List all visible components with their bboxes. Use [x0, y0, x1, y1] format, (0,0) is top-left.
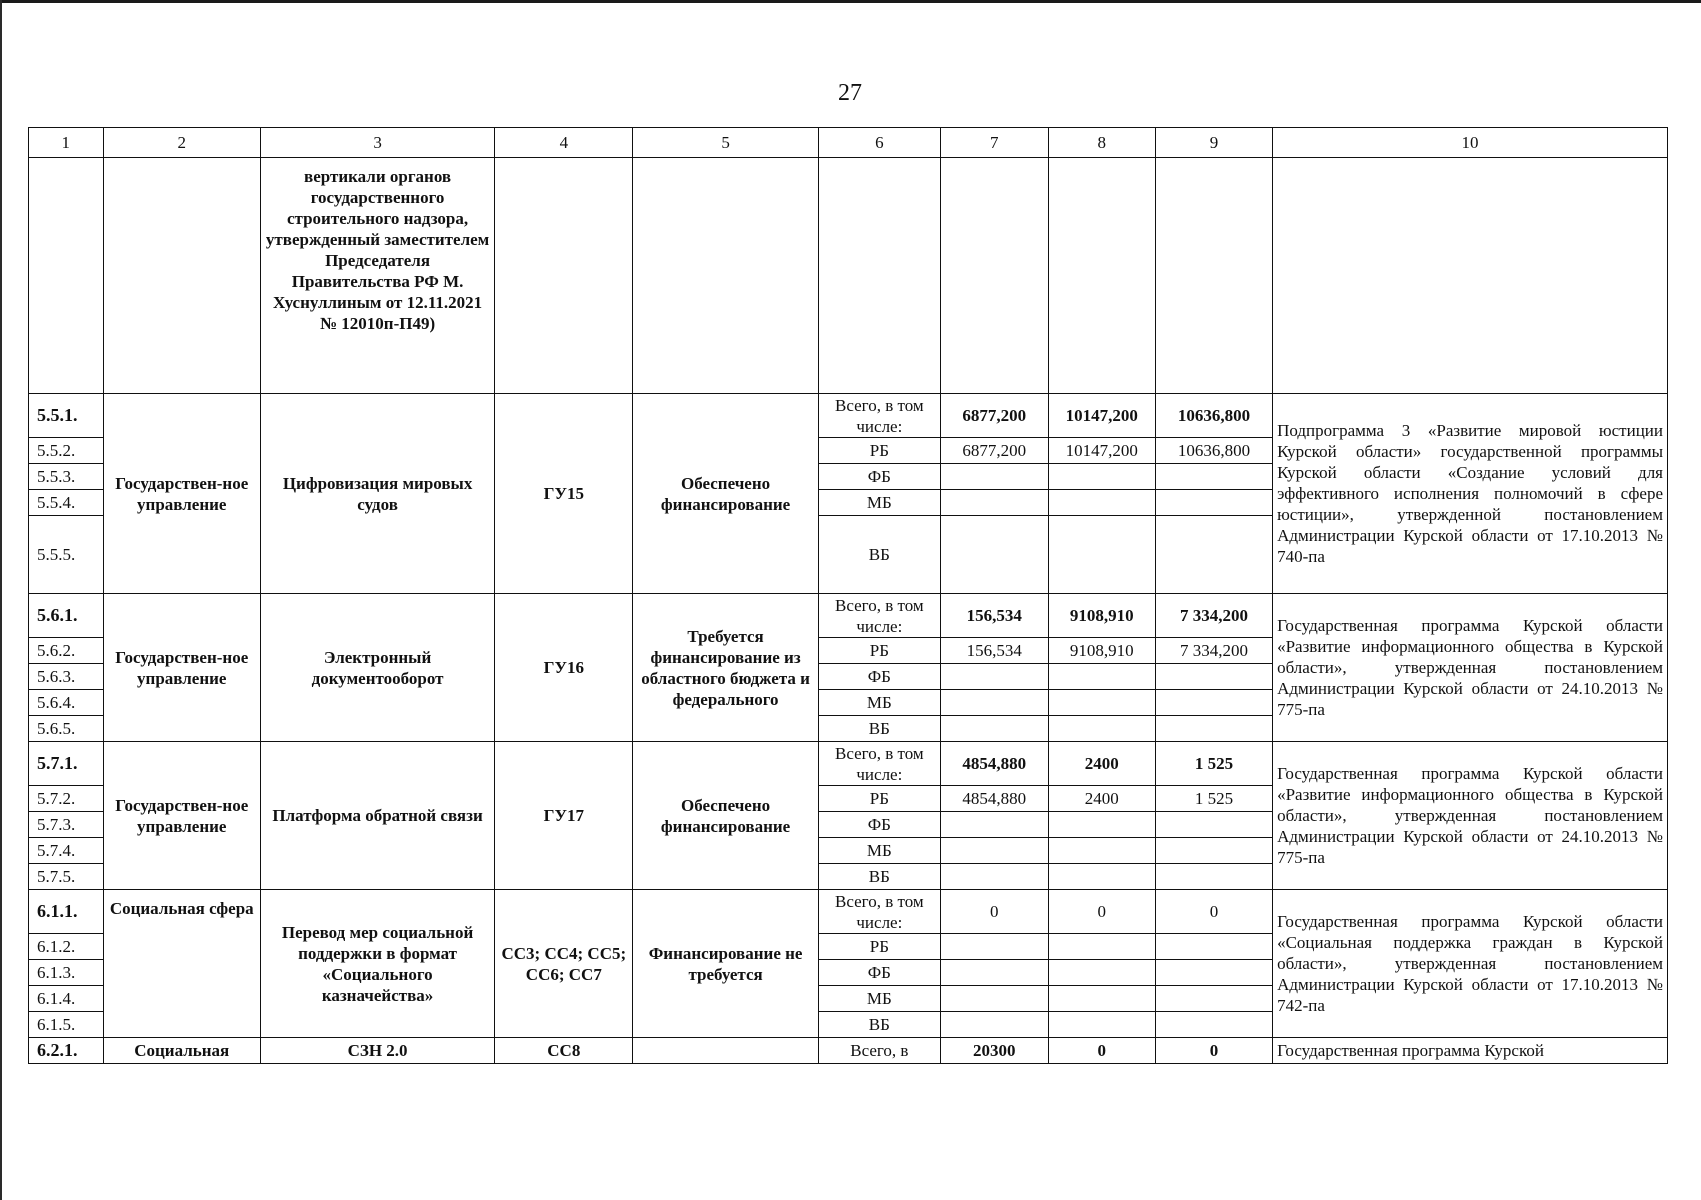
source-total-label: Всего, в том числе: — [818, 594, 940, 638]
row-number: 5.7.5. — [29, 864, 104, 890]
mb-col9 — [1156, 838, 1273, 864]
program-description: Подпрограмма 3 «Развитие мировой юстиции Курской области» государственной программы Курской области «Создание условий для эффективного исполнения полномочий в сфере юстиции», утвержденной постановлением Администрации Курской области от 17.10.2013 № 740-па — [1273, 394, 1668, 594]
mb-col7 — [941, 838, 1048, 864]
rb-col9: 7 334,200 — [1156, 638, 1273, 664]
row-number: 5.6.2. — [29, 638, 104, 664]
mb-col8 — [1048, 838, 1155, 864]
vb-col8 — [1048, 516, 1155, 594]
total-col7: 0 — [941, 890, 1048, 934]
event-name: Платформа обратной связи — [261, 742, 495, 890]
program-description: Государственная программа Курской области «Социальная поддержка граждан в Курской области», утвержденная постановлением Администрации Курской области от 17.10.2013 № 742-па — [1273, 890, 1668, 1038]
sphere-cell: Государствен-ное управление — [103, 742, 261, 890]
total-col8: 0 — [1048, 1038, 1155, 1064]
header-col-4: 4 — [495, 128, 633, 158]
budget-table — [28, 127, 1668, 1064]
event-code: ГУ15 — [495, 394, 633, 594]
source-vb-label: ВБ — [818, 516, 940, 594]
source-mb-label: МБ — [818, 690, 940, 716]
vb-col7 — [941, 1012, 1048, 1038]
total-col8: 0 — [1048, 890, 1155, 934]
source-fb-label: ФБ — [818, 812, 940, 838]
cont-cell-5 — [633, 158, 818, 394]
mb-col9 — [1156, 690, 1273, 716]
cont-event-name: вертикали органов государственного строительного надзора, утвержденный заместителем Председателя Правительства РФ М. Хуснуллиным от 12.11.2021 № 12010п-П49) — [261, 158, 495, 394]
row-number: 5.7.1. — [29, 742, 104, 786]
fb-col7 — [941, 464, 1048, 490]
source-rb-label: РБ — [818, 638, 940, 664]
rb-col8 — [1048, 934, 1155, 960]
rb-col7: 6877,200 — [941, 438, 1048, 464]
table-row — [29, 742, 1668, 786]
vb-col7 — [941, 864, 1048, 890]
fb-col8 — [1048, 960, 1155, 986]
vb-col8 — [1048, 1012, 1155, 1038]
source-mb-label: МБ — [818, 490, 940, 516]
header-col-1: 1 — [29, 128, 104, 158]
vb-col7 — [941, 516, 1048, 594]
scan-top-edge — [0, 0, 1701, 3]
fb-col8 — [1048, 464, 1155, 490]
financing-status: Обеспечено финансирование — [633, 394, 818, 594]
rb-col9 — [1156, 934, 1273, 960]
total-col9: 0 — [1156, 1038, 1273, 1064]
sphere-cell: Государствен-ное управление — [103, 394, 261, 594]
sphere-cell: Социальная — [103, 1038, 261, 1064]
fb-col9 — [1156, 960, 1273, 986]
financing-status: Финансирование не требуется — [633, 890, 818, 1038]
sphere-cell: Социальная сфера — [103, 890, 261, 1038]
financing-status: Требуется финансирование из областного бюджета и федерального — [633, 594, 818, 742]
total-col8: 2400 — [1048, 742, 1155, 786]
continuation-row — [29, 158, 1668, 394]
cont-cell-9 — [1156, 158, 1273, 394]
source-vb-label: ВБ — [818, 1012, 940, 1038]
row-number: 5.6.5. — [29, 716, 104, 742]
total-col9: 1 525 — [1156, 742, 1273, 786]
cont-cell-2 — [103, 158, 261, 394]
vb-col9 — [1156, 1012, 1273, 1038]
vb-col9 — [1156, 716, 1273, 742]
total-col8: 9108,910 — [1048, 594, 1155, 638]
rb-col7: 4854,880 — [941, 786, 1048, 812]
row-number: 5.6.1. — [29, 594, 104, 638]
fb-col8 — [1048, 812, 1155, 838]
scan-left-edge — [0, 0, 2, 1200]
sphere-cell: Государствен-ное управление — [103, 594, 261, 742]
row-number: 6.1.5. — [29, 1012, 104, 1038]
source-vb-label: ВБ — [818, 864, 940, 890]
vb-col9 — [1156, 516, 1273, 594]
row-number: 6.1.3. — [29, 960, 104, 986]
mb-col7 — [941, 490, 1048, 516]
fb-col9 — [1156, 812, 1273, 838]
cont-cell-6 — [818, 158, 940, 394]
event-code: СС3; СС4; СС5; СС6; СС7 — [495, 890, 633, 1038]
event-name: Цифровизация мировых судов — [261, 394, 495, 594]
fb-col9 — [1156, 464, 1273, 490]
rb-col7: 156,534 — [941, 638, 1048, 664]
row-number: 5.5.5. — [29, 516, 104, 594]
rb-col8: 10147,200 — [1048, 438, 1155, 464]
total-col7: 156,534 — [941, 594, 1048, 638]
source-total-label: Всего, в — [818, 1038, 940, 1064]
source-fb-label: ФБ — [818, 960, 940, 986]
row-number: 5.7.4. — [29, 838, 104, 864]
row-number: 5.5.2. — [29, 438, 104, 464]
header-col-5: 5 — [633, 128, 818, 158]
source-rb-label: РБ — [818, 786, 940, 812]
financing-status: Обеспечено финансирование — [633, 742, 818, 890]
event-code: ГУ16 — [495, 594, 633, 742]
rb-col9: 10636,800 — [1156, 438, 1273, 464]
vb-col8 — [1048, 716, 1155, 742]
source-fb-label: ФБ — [818, 664, 940, 690]
mb-col8 — [1048, 490, 1155, 516]
source-total-label: Всего, в том числе: — [818, 742, 940, 786]
page-number: 27 — [838, 80, 862, 106]
row-number: 6.1.2. — [29, 934, 104, 960]
financing-status — [633, 1038, 818, 1064]
source-mb-label: МБ — [818, 838, 940, 864]
vb-col9 — [1156, 864, 1273, 890]
rb-col7 — [941, 934, 1048, 960]
row-number: 5.5.1. — [29, 394, 104, 438]
header-col-9: 9 — [1156, 128, 1273, 158]
mb-col8 — [1048, 986, 1155, 1012]
row-number: 5.6.4. — [29, 690, 104, 716]
total-col9: 7 334,200 — [1156, 594, 1273, 638]
fb-col7 — [941, 664, 1048, 690]
event-name: Электронный документооборот — [261, 594, 495, 742]
fb-col8 — [1048, 664, 1155, 690]
rb-col9: 1 525 — [1156, 786, 1273, 812]
mb-col9 — [1156, 986, 1273, 1012]
header-col-3: 3 — [261, 128, 495, 158]
cont-cell-7 — [941, 158, 1048, 394]
mb-col9 — [1156, 490, 1273, 516]
row-number: 6.1.1. — [29, 890, 104, 934]
mb-col7 — [941, 986, 1048, 1012]
source-mb-label: МБ — [818, 986, 940, 1012]
event-name: СЗН 2.0 — [261, 1038, 495, 1064]
header-col-2: 2 — [103, 128, 261, 158]
total-col7: 4854,880 — [941, 742, 1048, 786]
mb-col7 — [941, 690, 1048, 716]
table-row-partial — [29, 1038, 1668, 1064]
mb-col8 — [1048, 690, 1155, 716]
source-rb-label: РБ — [818, 934, 940, 960]
header-col-10: 10 — [1273, 128, 1668, 158]
header-col-7: 7 — [941, 128, 1048, 158]
cont-cell-10 — [1273, 158, 1668, 394]
program-description: Государственная программа Курской области «Развитие информационного общества в Курской области», утвержденная постановлением Администрации Курской области от 24.10.2013 № 775-па — [1273, 742, 1668, 890]
table-row — [29, 394, 1668, 438]
row-number: 5.6.3. — [29, 664, 104, 690]
total-col7: 20300 — [941, 1038, 1048, 1064]
rb-col8: 2400 — [1048, 786, 1155, 812]
rb-col8: 9108,910 — [1048, 638, 1155, 664]
row-number: 5.7.3. — [29, 812, 104, 838]
header-col-8: 8 — [1048, 128, 1155, 158]
row-number: 6.1.4. — [29, 986, 104, 1012]
cont-cell-4 — [495, 158, 633, 394]
vb-col7 — [941, 716, 1048, 742]
source-fb-label: ФБ — [818, 464, 940, 490]
event-code: СС8 — [495, 1038, 633, 1064]
table-row — [29, 594, 1668, 638]
source-vb-label: ВБ — [818, 716, 940, 742]
header-row — [29, 128, 1668, 158]
cont-cell-1 — [29, 158, 104, 394]
row-number: 6.2.1. — [29, 1038, 104, 1064]
total-col9: 0 — [1156, 890, 1273, 934]
total-col7: 6877,200 — [941, 394, 1048, 438]
header-col-6: 6 — [818, 128, 940, 158]
source-total-label: Всего, в том числе: — [818, 394, 940, 438]
total-col9: 10636,800 — [1156, 394, 1273, 438]
total-col8: 10147,200 — [1048, 394, 1155, 438]
source-total-label: Всего, в том числе: — [818, 890, 940, 934]
cont-cell-8 — [1048, 158, 1155, 394]
table-row — [29, 890, 1668, 934]
program-description: Государственная программа Курской — [1273, 1038, 1668, 1064]
source-rb-label: РБ — [818, 438, 940, 464]
fb-col9 — [1156, 664, 1273, 690]
event-code: ГУ17 — [495, 742, 633, 890]
vb-col8 — [1048, 864, 1155, 890]
program-description: Государственная программа Курской области «Развитие информационного общества в Курской области», утвержденная постановлением Администрации Курской области от 24.10.2013 № 775-па — [1273, 594, 1668, 742]
fb-col7 — [941, 812, 1048, 838]
event-name: Перевод мер социальной поддержки в формат «Социального казначейства» — [261, 890, 495, 1038]
row-number: 5.5.3. — [29, 464, 104, 490]
row-number: 5.5.4. — [29, 490, 104, 516]
row-number: 5.7.2. — [29, 786, 104, 812]
fb-col7 — [941, 960, 1048, 986]
